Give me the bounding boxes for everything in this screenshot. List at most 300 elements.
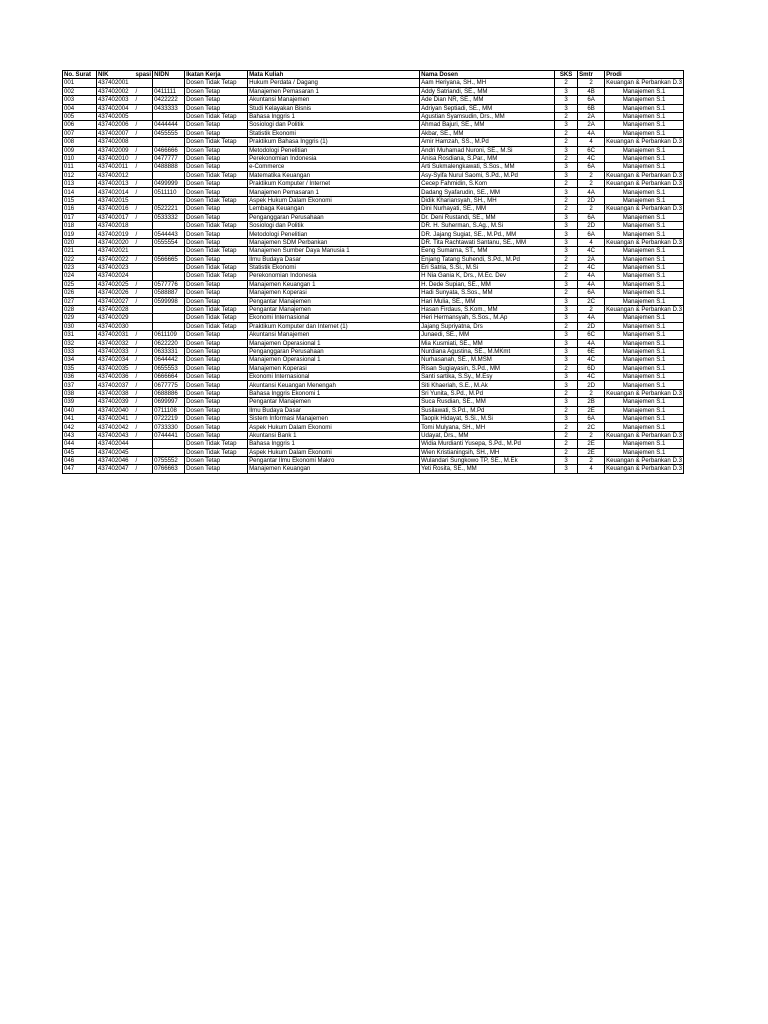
table-row (63, 154, 684, 162)
prodi-cell: Manajemen S.1 (605, 272, 684, 280)
sks-cell: 3 (555, 339, 578, 347)
nidn-cell (153, 272, 185, 280)
table-row (63, 456, 684, 464)
nama-dosen-cell: Dadang Syafarudin, SE., MM (420, 188, 555, 196)
prodi-cell: Keuangan & Perbankan D.3 (606, 306, 682, 314)
table-row (63, 280, 684, 288)
no-surat-cell: 017 (63, 213, 97, 221)
mata-kuliah-cell: Pengantar Ilmu Ekonomi Makro (248, 456, 420, 464)
header-smtr: Smtr (578, 71, 605, 79)
table-row (63, 222, 684, 230)
sks-cell: 3 (555, 96, 578, 104)
ikatan-kerja-cell: Dosen Tidak Tetap (185, 314, 248, 322)
nama-dosen-cell: Eri Satria, S.Si., M.Si (420, 263, 555, 271)
no-surat-cell: 027 (63, 297, 97, 305)
sks-cell: 3 (555, 280, 578, 288)
spasi-cell: / (135, 381, 153, 389)
nama-dosen-cell: Nurhasanah, SE., M.MSM (420, 356, 555, 364)
no-surat-cell: 022 (63, 255, 97, 263)
nidn-cell: 0422222 (153, 96, 185, 104)
spasi-cell: / (135, 188, 153, 196)
prodi-cell: Manajemen S.1 (605, 247, 684, 255)
mata-kuliah-cell: Manajemen SDM Perbankan (248, 238, 420, 246)
nama-dosen-cell: Nurdiana Agustina, SE., M.MKmt (420, 347, 555, 355)
prodi-cell: Keuangan & Perbankan D.3 (606, 180, 682, 188)
nama-dosen-cell: Dr. Deni Rustandi, SE., MM (420, 213, 555, 221)
spasi-cell: / (135, 280, 153, 288)
table-row (63, 440, 684, 448)
nama-dosen-cell: Anisa Rosdiana, S.Par., MM (420, 154, 555, 162)
nik-cell: 437402036 (97, 373, 135, 381)
mata-kuliah-cell: Aspek Hukum Dalam Ekonomi (248, 448, 420, 456)
mata-kuliah-cell: e-Commerce (248, 163, 420, 171)
mata-kuliah-cell: Akuntansi Manajemen (248, 331, 420, 339)
nik-cell: 437402026 (97, 289, 135, 297)
nik-cell: 437402046 (97, 456, 135, 464)
nidn-cell: 0488888 (153, 163, 185, 171)
sks-cell: 3 (555, 213, 578, 221)
prodi-cell: Manajemen S.1 (605, 213, 684, 221)
ikatan-kerja-cell: Dosen Tetap (185, 104, 248, 112)
smtr-cell: 4C (578, 373, 605, 381)
no-surat-cell: 013 (63, 180, 97, 188)
mata-kuliah-cell: Sosiologi dan Politik (248, 121, 420, 129)
spasi-cell: / (135, 154, 153, 162)
ikatan-kerja-cell: Dosen Tetap (185, 389, 248, 397)
smtr-cell: 2 (578, 456, 605, 464)
no-surat-cell: 024 (63, 272, 97, 280)
no-surat-cell: 004 (63, 104, 97, 112)
no-surat-cell: 021 (63, 247, 97, 255)
nidn-cell: 0744441 (153, 431, 185, 439)
nidn-cell: 0433333 (153, 104, 185, 112)
table-row (63, 213, 684, 221)
smtr-cell: 6A (578, 163, 605, 171)
sks-cell: 3 (555, 465, 578, 473)
spasi-cell: / (135, 180, 153, 188)
nik-cell: 437402017 (97, 213, 135, 221)
spasi-cell: / (135, 297, 153, 305)
nidn-cell (153, 79, 185, 87)
sks-cell: 3 (555, 297, 578, 305)
smtr-cell: 4A (578, 188, 605, 196)
table-row (63, 196, 684, 204)
ikatan-kerja-cell: Dosen Tidak Tetap (185, 171, 248, 179)
nama-dosen-cell: Yeti Rosita, SE., MM (420, 465, 555, 473)
nama-dosen-cell: Eeng Sumarna, ST., MM (420, 247, 555, 255)
mata-kuliah-cell: Aspek Hukum Dalam Ekonomi (248, 423, 420, 431)
table-row (63, 138, 684, 146)
no-surat-cell: 030 (63, 322, 97, 330)
smtr-cell: 4A (578, 129, 605, 137)
prodi-cell: Manajemen S.1 (605, 104, 684, 112)
no-surat-cell: 010 (63, 154, 97, 162)
smtr-cell: 2D (578, 381, 605, 389)
prodi-cell: Manajemen S.1 (605, 163, 684, 171)
smtr-cell: 4A (578, 272, 605, 280)
spasi-cell (135, 314, 153, 322)
smtr-cell: 6A (578, 230, 605, 238)
smtr-cell: 2E (578, 406, 605, 414)
spasi-cell: / (135, 423, 153, 431)
nama-dosen-cell: Wulandari Sungkowo TP, SE., M.Ek (420, 456, 555, 464)
nidn-cell (153, 322, 185, 330)
nidn-cell: 0555554 (153, 238, 185, 246)
nik-cell: 437402021 (97, 247, 135, 255)
smtr-cell: 4A (578, 280, 605, 288)
sks-cell: 2 (555, 289, 578, 297)
nidn-cell: 0644442 (153, 356, 185, 364)
smtr-cell: 2A (578, 121, 605, 129)
nik-cell: 437402012 (97, 171, 135, 179)
nik-cell: 437402007 (97, 129, 135, 137)
nidn-cell: 0522221 (153, 205, 185, 213)
nidn-cell: 0677775 (153, 381, 185, 389)
table-row (63, 171, 684, 179)
ikatan-kerja-cell: Dosen Tidak Tetap (185, 138, 248, 146)
smtr-cell: 6A (578, 289, 605, 297)
nik-cell: 437402040 (97, 406, 135, 414)
spasi-cell: / (135, 87, 153, 95)
ikatan-kerja-cell: Dosen Tetap (185, 188, 248, 196)
sks-cell: 3 (555, 373, 578, 381)
no-surat-cell: 001 (63, 79, 97, 87)
ikatan-kerja-cell: Dosen Tetap (185, 154, 248, 162)
nik-cell: 437402032 (97, 339, 135, 347)
spasi-cell: / (135, 238, 153, 246)
table-row (63, 272, 684, 280)
prodi-cell: Manajemen S.1 (605, 87, 684, 95)
no-surat-cell: 036 (63, 373, 97, 381)
sks-cell: 3 (555, 171, 578, 179)
nama-dosen-cell: Akbar, SE., MM (420, 129, 555, 137)
smtr-cell: 4C (578, 263, 605, 271)
nidn-cell: 0611109 (153, 331, 185, 339)
no-surat-cell: 046 (63, 456, 97, 464)
nama-dosen-cell: Sri Yunita, S.Pd., M.Pd (420, 389, 555, 397)
ikatan-kerja-cell: Dosen Tetap (185, 129, 248, 137)
table-row (63, 423, 684, 431)
mata-kuliah-cell: Ilmu Budaya Dasar (248, 406, 420, 414)
mata-kuliah-cell: Hukum Perdata / Dagang (248, 79, 420, 87)
sks-cell: 3 (555, 314, 578, 322)
prodi-cell: Keuangan & Perbankan D.3 (606, 431, 682, 439)
table-row (63, 356, 684, 364)
nik-cell: 437402035 (97, 364, 135, 372)
mata-kuliah-cell: Matematika Keuangan (248, 171, 420, 179)
nidn-cell: 0688886 (153, 389, 185, 397)
mata-kuliah-cell: Bahasa Inggris Ekonomi 1 (248, 389, 420, 397)
table-row (63, 322, 684, 330)
ikatan-kerja-cell: Dosen Tetap (185, 289, 248, 297)
mata-kuliah-cell: Praktikum Komputer / Internet (248, 180, 420, 188)
nama-dosen-cell: Susilawati, S.Pd., M.Pd (420, 406, 555, 414)
nik-cell: 437402006 (97, 121, 135, 129)
no-surat-cell: 042 (63, 423, 97, 431)
smtr-cell: 4 (578, 465, 605, 473)
prodi-cell: Manajemen S.1 (605, 96, 684, 104)
table-row (63, 188, 684, 196)
prodi-cell: Manajemen S.1 (605, 347, 684, 355)
ikatan-kerja-cell: Dosen Tidak Tetap (185, 112, 248, 120)
ikatan-kerja-cell: Dosen Tetap (185, 331, 248, 339)
spasi-cell (135, 322, 153, 330)
smtr-cell: 6C (578, 146, 605, 154)
sks-cell: 2 (555, 389, 578, 397)
nama-dosen-cell: Tomi Mulyana, SH., MH (420, 423, 555, 431)
nik-cell: 437402034 (97, 356, 135, 364)
header-row (63, 71, 684, 79)
nik-cell: 437402031 (97, 331, 135, 339)
nama-dosen-cell: Risan Sugiayasin, S.Pd., MM (420, 364, 555, 372)
prodi-cell: Keuangan & Perbankan D.3 (606, 171, 682, 179)
header-no-surat: No. Surat (63, 71, 97, 79)
prodi-cell: Keuangan & Perbankan D.3 (606, 457, 682, 465)
ikatan-kerja-cell: Dosen Tetap (185, 423, 248, 431)
sks-cell: 3 (555, 163, 578, 171)
ikatan-kerja-cell: Dosen Tidak Tetap (185, 247, 248, 255)
nama-dosen-cell: Ade Dian NR, SE., MM (420, 96, 555, 104)
nidn-cell: 0533332 (153, 213, 185, 221)
mata-kuliah-cell: Akuntansi Bank 1 (248, 431, 420, 439)
table-row (63, 129, 684, 137)
table-row (63, 415, 684, 423)
nama-dosen-cell: DR. Jajang Sugiat, SE., M.Pd., MM (420, 230, 555, 238)
mata-kuliah-cell: Manajemen Operasional 1 (248, 356, 420, 364)
spasi-cell: / (135, 255, 153, 263)
smtr-cell: 6B (578, 104, 605, 112)
ikatan-kerja-cell: Dosen Tetap (185, 415, 248, 423)
sks-cell: 3 (555, 305, 578, 313)
no-surat-cell: 014 (63, 188, 97, 196)
ikatan-kerja-cell: Dosen Tidak Tetap (185, 263, 248, 271)
no-surat-cell: 012 (63, 171, 97, 179)
prodi-cell: Manajemen S.1 (605, 339, 684, 347)
nama-dosen-cell: Asy-Syifa Nurul Saomi, S.Pd., M.Pd (420, 171, 555, 179)
table-row (63, 465, 684, 473)
no-surat-cell: 019 (63, 230, 97, 238)
prodi-cell: Manajemen S.1 (605, 146, 684, 154)
spasi-cell: / (135, 406, 153, 414)
prodi-cell: Manajemen S.1 (605, 448, 684, 456)
spasi-cell (135, 112, 153, 120)
nidn-cell: 0599998 (153, 297, 185, 305)
nama-dosen-cell: Arti Sukmalengkawati, S.Sos., MM (420, 163, 555, 171)
spasi-cell: / (135, 364, 153, 372)
ikatan-kerja-cell: Dosen Tetap (185, 406, 248, 414)
nama-dosen-cell: Agustian Syamsudin, Drs., MM (420, 112, 555, 120)
spasi-cell: / (135, 163, 153, 171)
no-surat-cell: 016 (63, 205, 97, 213)
header-spasi: spasi (135, 71, 152, 79)
nama-dosen-cell: Hasan Firdaus, S.Kom., MM (420, 305, 555, 313)
ikatan-kerja-cell: Dosen Tetap (185, 96, 248, 104)
nama-dosen-cell: Adriyan Septiadi, SE., MM (420, 104, 555, 112)
ikatan-kerja-cell: Dosen Tetap (185, 347, 248, 355)
smtr-cell: 2C (578, 297, 605, 305)
nama-dosen-cell: Junaedi, SE., MM (420, 331, 555, 339)
nidn-cell (153, 263, 185, 271)
smtr-cell: 2 (578, 305, 605, 313)
ikatan-kerja-cell: Dosen Tetap (185, 213, 248, 221)
ikatan-kerja-cell: Dosen Tetap (185, 297, 248, 305)
spasi-cell (135, 305, 153, 313)
spasi-cell (135, 272, 153, 280)
sks-cell: 2 (555, 138, 578, 146)
spasi-cell (135, 263, 153, 271)
sks-cell: 3 (555, 188, 578, 196)
smtr-cell: 4 (578, 138, 605, 146)
sks-cell: 3 (555, 87, 578, 95)
nama-dosen-cell: Andri Muhamad Nuroni, SE., M.Si (420, 146, 555, 154)
table-row (63, 339, 684, 347)
nama-dosen-cell: Aam Heriyana, SH., MH (420, 79, 555, 87)
no-surat-cell: 029 (63, 314, 97, 322)
table-row (63, 121, 684, 129)
smtr-cell: 2C (578, 423, 605, 431)
spasi-cell (135, 448, 153, 456)
prodi-cell: Manajemen S.1 (605, 280, 684, 288)
nik-cell: 437402005 (97, 112, 135, 120)
no-surat-cell: 026 (63, 289, 97, 297)
nidn-cell: 0622220 (153, 339, 185, 347)
table-row (63, 347, 684, 355)
nik-cell: 437402028 (97, 305, 135, 313)
mata-kuliah-cell: Perekonomian Indonesia (248, 272, 420, 280)
table-row (63, 104, 684, 112)
mata-kuliah-cell: Ilmu Budaya Dasar (248, 255, 420, 263)
no-surat-cell: 047 (63, 465, 97, 473)
ikatan-kerja-cell: Dosen Tetap (185, 280, 248, 288)
prodi-cell: Manajemen S.1 (605, 423, 684, 431)
table-row (63, 431, 684, 439)
sks-cell: 2 (555, 263, 578, 271)
ikatan-kerja-cell: Dosen Tidak Tetap (185, 440, 248, 448)
nik-cell: 437402030 (97, 322, 135, 330)
mata-kuliah-cell: Manajemen Pemasaran 1 (248, 87, 420, 95)
ikatan-kerja-cell: Dosen Tetap (185, 398, 248, 406)
table-row (63, 448, 684, 456)
nik-cell: 437402019 (97, 230, 135, 238)
ikatan-kerja-cell: Dosen Tetap (185, 87, 248, 95)
ikatan-kerja-cell: Dosen Tetap (185, 373, 248, 381)
nama-dosen-cell: Taopik Hidayat, S.Si., M.Si (420, 415, 555, 423)
smtr-cell: 2 (578, 431, 605, 439)
spasi-cell: / (135, 347, 153, 355)
spasi-cell (135, 79, 153, 87)
no-surat-cell: 031 (63, 331, 97, 339)
no-surat-cell: 044 (63, 440, 97, 448)
nama-dosen-cell: Udayat, Drs., MM (420, 431, 555, 439)
header-ikatan-kerja: Ikatan Kerja (185, 71, 248, 79)
sks-cell: 2 (555, 255, 578, 263)
mata-kuliah-cell: Statistik Ekonomi (248, 129, 420, 137)
sks-cell: 2 (555, 112, 578, 120)
spasi-cell (135, 222, 153, 230)
prodi-cell: Manajemen S.1 (605, 381, 684, 389)
nik-cell: 437402041 (97, 415, 135, 423)
table-row (63, 230, 684, 238)
table-row (63, 238, 684, 246)
smtr-cell: 2B (578, 398, 605, 406)
nidn-cell: 0477777 (153, 154, 185, 162)
nik-cell: 437402045 (97, 448, 135, 456)
nidn-cell: 0577776 (153, 280, 185, 288)
nidn-cell (153, 112, 185, 120)
nama-dosen-cell: Jajang Supriyatna, Drs (420, 322, 555, 330)
no-surat-cell: 003 (63, 96, 97, 104)
nidn-cell: 0444444 (153, 121, 185, 129)
no-surat-cell: 018 (63, 222, 97, 230)
nidn-cell (153, 222, 185, 230)
prodi-cell: Keuangan & Perbankan D.3 (606, 238, 682, 246)
spasi-cell: / (135, 104, 153, 112)
nidn-cell: 0499999 (153, 180, 185, 188)
nidn-cell (153, 305, 185, 313)
nama-dosen-cell: Enjang Tatang Suhendi, S.Pd., M.Pd (420, 255, 555, 263)
smtr-cell: 2A (578, 112, 605, 120)
spasi-cell: / (135, 415, 153, 423)
table-row (63, 389, 684, 397)
prodi-cell: Manajemen S.1 (605, 154, 684, 162)
smtr-cell: 2D (578, 196, 605, 204)
no-surat-cell: 002 (63, 87, 97, 95)
prodi-cell: Manajemen S.1 (605, 255, 684, 263)
nama-dosen-cell: Cecep Fahmidin, S.Kom (420, 180, 555, 188)
ikatan-kerja-cell: Dosen Tetap (185, 356, 248, 364)
no-surat-cell: 037 (63, 381, 97, 389)
ikatan-kerja-cell: Dosen Tetap (185, 121, 248, 129)
header-nik: NIK (97, 71, 135, 79)
mata-kuliah-cell: Aspek Hukum Dalam Ekonomi (248, 196, 420, 204)
nik-cell: 437402023 (97, 263, 135, 271)
prodi-cell: Manajemen S.1 (605, 322, 684, 330)
smtr-cell: 2 (578, 389, 605, 397)
table-row (63, 163, 684, 171)
sks-cell: 3 (555, 456, 578, 464)
spasi-cell: / (135, 331, 153, 339)
no-surat-cell: 035 (63, 364, 97, 372)
prodi-cell: Manajemen S.1 (605, 440, 684, 448)
sks-cell: 2 (555, 205, 578, 213)
prodi-cell: Manajemen S.1 (605, 297, 684, 305)
sks-cell: 3 (555, 356, 578, 364)
mata-kuliah-cell: Manajemen Operasional 1 (248, 339, 420, 347)
sks-cell: 3 (555, 398, 578, 406)
smtr-cell: 4C (578, 247, 605, 255)
sks-cell: 3 (555, 381, 578, 389)
sks-cell: 3 (555, 238, 578, 246)
mata-kuliah-cell: Metodologi Penelitian (248, 146, 420, 154)
prodi-cell: Manajemen S.1 (605, 230, 684, 238)
table-row (63, 79, 684, 87)
smtr-cell: 4B (578, 87, 605, 95)
nidn-cell: 0733330 (153, 423, 185, 431)
lecturer-table (62, 70, 684, 474)
sks-cell: 2 (555, 180, 578, 188)
smtr-cell: 2 (578, 79, 605, 87)
spasi-cell (135, 171, 153, 179)
nama-dosen-cell: Siti Khaeriah, S.E., M.Ak (420, 381, 555, 389)
nama-dosen-cell: Hadi Sunyata, S.Sos., MM (420, 289, 555, 297)
mata-kuliah-cell: Pengantar Manajemen (248, 297, 420, 305)
nidn-cell (153, 448, 185, 456)
nik-cell: 437402039 (97, 398, 135, 406)
table-row (63, 112, 684, 120)
smtr-cell: 6A (578, 415, 605, 423)
nama-dosen-cell: Mia Kusmiati, SE., MM (420, 339, 555, 347)
nidn-cell: 0544443 (153, 230, 185, 238)
